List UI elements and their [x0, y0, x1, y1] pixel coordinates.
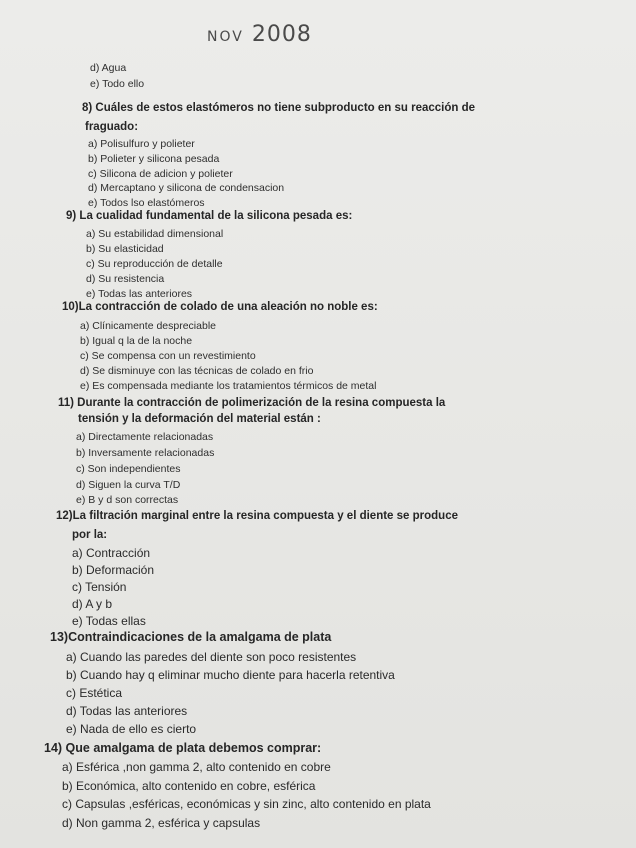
handwritten-date — [207, 22, 312, 47]
q10-question: 10)La contracción de colado de una aleación no noble es: — [62, 301, 378, 313]
q12-option-e: e) Todas ellas — [72, 614, 146, 628]
q8-option-a: a) Polisulfuro y polieter — [88, 138, 195, 150]
q9-option-b: b) Su elasticidad — [86, 243, 164, 255]
q12-option-d: d) A y b — [72, 597, 113, 611]
q9-option-a: a) Su estabilidad dimensional — [86, 228, 224, 240]
q9-option-e: e) Todas las anteriores — [86, 288, 193, 300]
handwritten-year: 2008 — [251, 22, 312, 47]
q11-option-a: a) Directamente relacionadas — [76, 431, 214, 443]
q9-option-c: c) Su reproducción de detalle — [86, 258, 223, 270]
q14-option-c: c) Capsulas ,esféricas, económicas y sin zinc, alto contenido en plata — [62, 797, 431, 811]
q12-option-b: b) Deformación — [72, 563, 155, 577]
q13-option-d: d) Todas las anteriores — [66, 704, 188, 718]
q10-option-e: e) Es compensada mediante los tratamientos térmicos de metal — [80, 380, 377, 392]
q9-question: 9) La cualidad fundamental de la silicona pesada es: — [66, 210, 353, 222]
q14-option-a: a) Esférica ,non gamma 2, alto contenido en cobre — [62, 760, 331, 774]
q8-option-e: e) Todos lso elastómeros — [88, 197, 205, 209]
q7-option-d: d) Agua — [90, 62, 127, 74]
q11-question: 11) Durante la contracción de polimerización de la resina compuesta la — [58, 397, 446, 409]
q11-option-b: b) Inversamente relacionadas — [76, 447, 215, 459]
q14-option-d: d) Non gamma 2, esférica y capsulas — [62, 816, 261, 830]
q8-option-c: c) Silicona de adicion y polieter — [88, 168, 233, 180]
q11-option-e: e) B y d son correctas — [76, 494, 179, 506]
q13-question: 13)Contraindicaciones de la amalgama de plata — [50, 630, 332, 644]
q12-option-a: a) Contracción — [72, 546, 151, 560]
q11-option-c: c) Son independientes — [76, 463, 181, 475]
q8-option-b: b) Polieter y silicona pesada — [88, 153, 220, 165]
q12-question-cont: por la: — [72, 529, 108, 541]
q8-option-d: d) Mercaptano y silicona de condensacion — [88, 182, 285, 194]
handwritten-month: NOV — [207, 29, 244, 45]
q13-option-c: c) Estética — [66, 686, 123, 700]
q14-option-b: b) Económica, alto contenido en cobre, esférica — [62, 779, 316, 793]
q13-option-e: e) Nada de ello es cierto — [66, 722, 197, 736]
q14-question: 14) Que amalgama de plata debemos comprar: — [44, 741, 322, 755]
q9-option-d: d) Su resistencia — [86, 273, 165, 285]
q12-question: 12)La filtración marginal entre la resina compuesta y el diente se produce — [56, 510, 458, 522]
q8-question-cont: fraguado: — [85, 121, 139, 133]
q7-option-e: e) Todo ello — [90, 78, 145, 90]
q11-question-cont: tensión y la deformación del material están : — [78, 413, 321, 425]
q13-option-b: b) Cuando hay q eliminar mucho diente para hacerla retentiva — [66, 668, 395, 682]
q12-option-c: c) Tensión — [72, 580, 127, 594]
q8-question: 8) Cuáles de estos elastómeros no tiene subproducto en su reacción de — [82, 102, 476, 114]
q10-option-c: c) Se compensa con un revestimiento — [80, 350, 256, 362]
q13-option-a: a) Cuando las paredes del diente son poco resistentes — [66, 650, 357, 664]
q10-option-a: a) Clínicamente despreciable — [80, 320, 216, 332]
q11-option-d: d) Siguen la curva T/D — [76, 479, 181, 491]
q10-option-b: b) Igual q la de la noche — [80, 335, 193, 347]
q10-option-d: d) Se disminuye con las técnicas de colado en frio — [80, 365, 314, 377]
